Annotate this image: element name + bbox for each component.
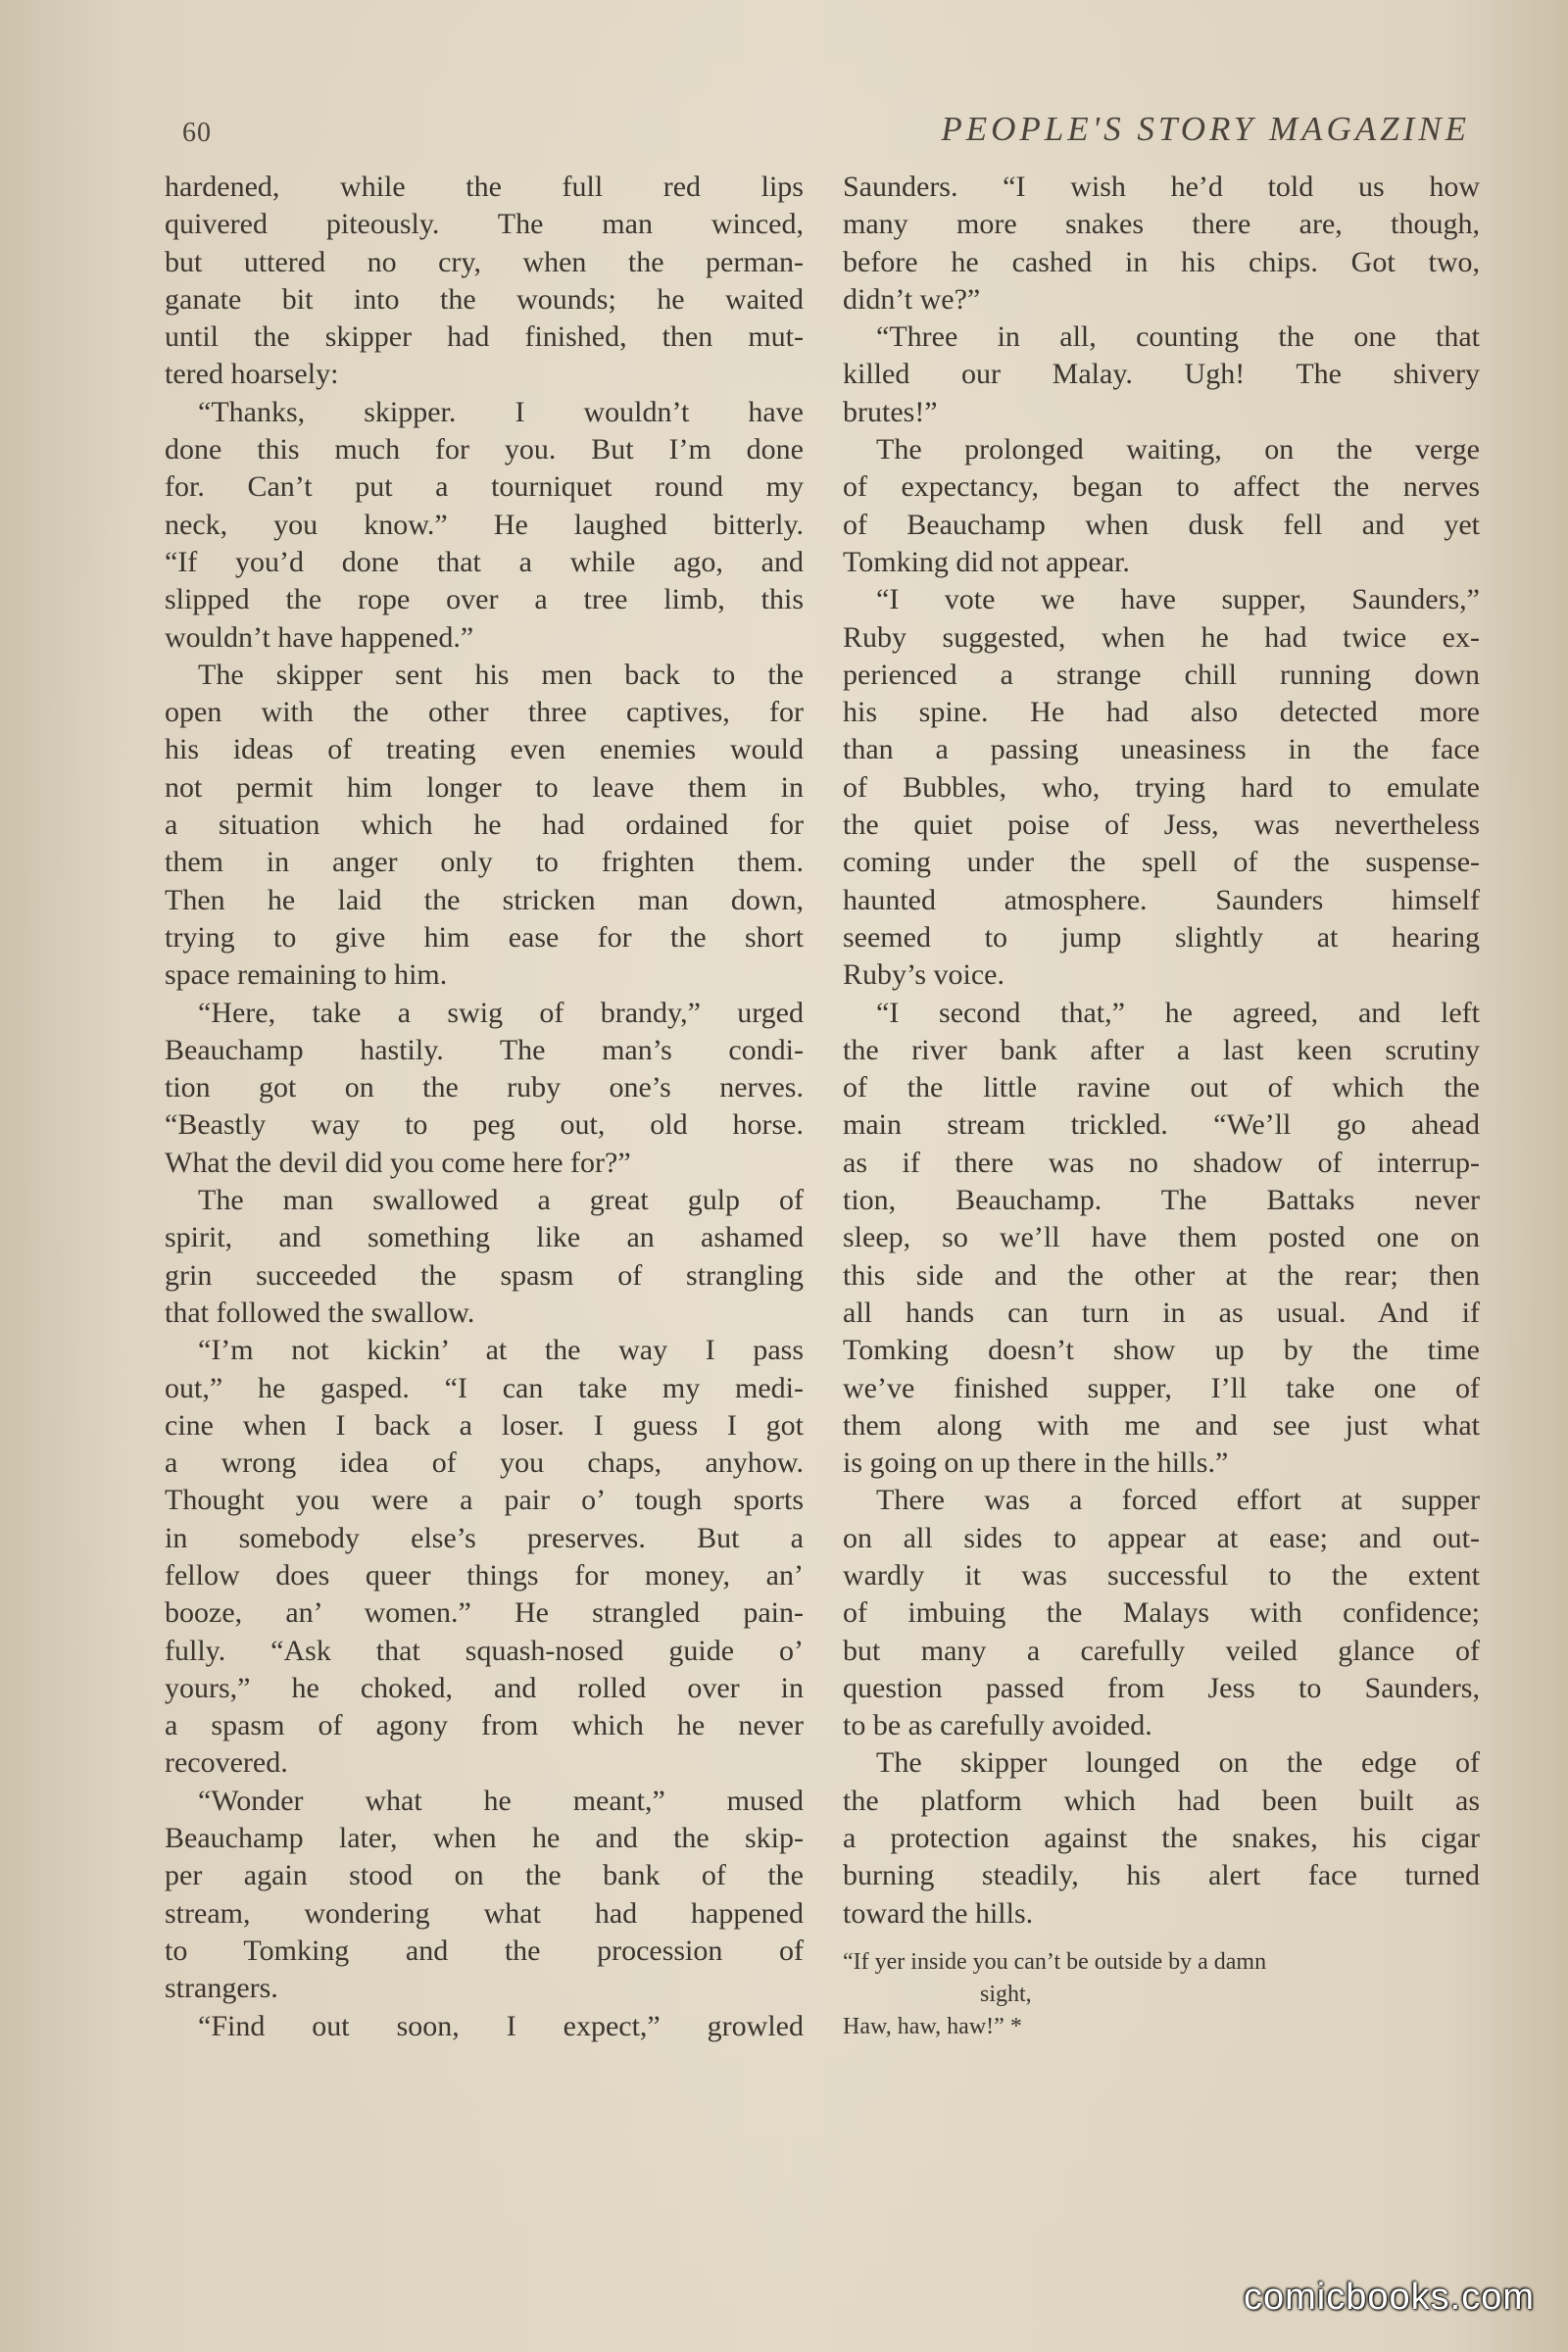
text-line: on all sides to appear at ease; and out- [843,1521,1480,1554]
text-line: The prolonged waiting, on the verge [876,433,1480,466]
text-line: “I vote we have supper, Saunders,” [876,583,1480,616]
text-line: we’ve finished supper, I’ll take one of [843,1371,1480,1404]
text-line: all hands can turn in as usual. And if [843,1296,1480,1329]
text-line: didn’t we?” [843,282,981,316]
text-line: tion got on the ruby one’s nerves. [165,1071,804,1104]
text-line: The skipper sent his men back to the [198,658,804,691]
text-line: trying to give him ease for the short [165,920,804,954]
text-line: haunted atmosphere. Saunders himself [843,883,1480,916]
text-line: neck, you know.” He laughed bitterly. [165,508,804,541]
watermark: comicbooks.com [1244,2277,1535,2318]
text-line: recovered. [165,1746,288,1780]
text-line: “If you’d done that a while ago, and [165,545,804,578]
text-line: Beauchamp hastily. The man’s condi- [165,1033,804,1066]
text-line: done this much for you. But I’m done [165,433,804,466]
text-line: space remaining to him. [165,958,448,992]
text-line: to Tomking and the procession of [165,1934,804,1967]
text-line: booze, an’ women.” He strangled pain- [165,1596,804,1630]
text-line: for. Can’t put a tourniquet round my [165,470,804,504]
text-line: quivered piteously. The man winced, [165,208,804,241]
text-line: the quiet poise of Jess, was nevertheless [843,808,1480,842]
text-line: as if there was no shadow of interrup- [843,1146,1480,1179]
text-line: of the little ravine out of which the [843,1071,1480,1104]
text-line: hardened, while the full red lips [165,171,804,203]
text-line: The man swallowed a great gulp of [198,1184,804,1217]
text-line: Ruby suggested, when he had twice ex- [843,620,1480,654]
text-line: seemed to jump slightly at hearing [843,920,1480,954]
text-line: Thought you were a pair o’ tough sports [165,1484,804,1517]
text-line: before he cashed in his chips. Got two, [843,245,1480,278]
text-line: of Bubbles, who, trying hard to emulate [843,770,1480,804]
page-number: 60 [182,118,212,148]
text-line: them along with me and see just what [843,1408,1480,1442]
text-line: cine when I back a loser. I guess I got [165,1408,804,1442]
text-line: yours,” he choked, and rolled over in [165,1671,804,1704]
text-line: this side and the other at the rear; then [843,1258,1480,1292]
text-line: wardly it was successful to the extent [843,1558,1480,1592]
text-line: “Three in all, counting the one that [876,320,1480,354]
text-line: coming under the spell of the suspense- [843,846,1480,879]
text-line: a protection against the snakes, his cigar [843,1822,1480,1855]
text-line: grin succeeded the spasm of strangling [165,1258,804,1292]
text-line: Beauchamp later, when he and the skip- [165,1822,804,1855]
text-line: “Thanks, skipper. I wouldn’t have [198,395,804,428]
text-line: the platform which had been built as [843,1784,1480,1817]
text-line: The skipper lounged on the edge of [876,1746,1480,1780]
text-line: his ideas of treating even enemies would [165,733,804,766]
text-line: out,” he gasped. “I can take my medi- [165,1371,804,1404]
text-line: brutes!” [843,395,938,428]
text-line: them in anger only to frighten them. [165,846,804,879]
text-line: killed our Malay. Ugh! The shivery [843,358,1480,391]
text-line: Ruby’s voice. [843,958,1004,992]
verse-line: “If yer inside you can’t be outside by a damn [843,1948,1267,1975]
text-line: a spasm of agony from which he never [165,1709,804,1742]
text-line: but uttered no cry, when the perman- [165,245,804,278]
text-line: perienced a strange chill running down [843,658,1480,691]
text-line: wouldn’t have happened.” [165,620,474,654]
text-line: fellow does queer things for money, an’ [165,1558,804,1592]
text-line: sleep, so we’ll have them posted one on [843,1221,1480,1254]
text-line: of expectancy, began to affect the nerves [843,470,1480,504]
text-line: Then he laid the stricken man down, [165,883,804,916]
text-line: Tomking doesn’t show up by the time [843,1334,1480,1367]
text-line: per again stood on the bank of the [165,1859,804,1892]
text-line: question passed from Jess to Saunders, [843,1671,1480,1704]
text-line: Tomking did not appear. [843,545,1130,578]
text-line: “Find out soon, I expect,” growled [198,2009,804,2042]
right-text-column [843,169,1480,2043]
text-line: “Here, take a swig of brandy,” urged [198,996,804,1029]
text-line: tion, Beauchamp. The Battaks never [843,1184,1480,1217]
text-line: until the skipper had finished, then mut- [165,320,804,354]
text-line: that followed the swallow. [165,1296,475,1329]
verse-line: Haw, haw, haw!” * [843,2013,1022,2039]
text-line: is going on up there in the hills.” [843,1446,1229,1480]
text-line: strangers. [165,1972,278,2005]
text-line: a situation which he had ordained for [165,808,804,842]
text-line: of Beauchamp when dusk fell and yet [843,508,1480,541]
text-line: tered hoarsely: [165,358,339,391]
text-line: burning steadily, his alert face turned [843,1859,1480,1892]
text-line: than a passing uneasiness in the face [843,733,1480,766]
text-line: fully. “Ask that squash-nosed guide o’ [165,1634,804,1667]
left-text-column [165,169,804,2045]
text-line: to be as carefully avoided. [843,1709,1152,1742]
text-line: main stream trickled. “We’ll go ahead [843,1108,1480,1142]
text-line: There was a forced effort at supper [876,1484,1480,1517]
text-line: What the devil did you come here for?” [165,1146,631,1179]
text-line: in somebody else’s preserves. But a [165,1521,804,1554]
text-line: stream, wondering what had happened [165,1896,804,1930]
text-line: “Wonder what he meant,” mused [198,1784,804,1817]
text-line: but many a carefully veiled glance of [843,1634,1480,1667]
text-line: spirit, and something like an ashamed [165,1221,804,1254]
running-title: PEOPLE'S STORY MAGAZINE [941,110,1470,148]
text-line: of imbuing the Malays with confidence; [843,1596,1480,1630]
text-line: many more snakes there are, though, [843,208,1480,241]
text-line: “Beastly way to peg out, old horse. [165,1108,804,1142]
text-line: toward the hills. [843,1896,1034,1930]
text-line: “I’m not kickin’ at the way I pass [198,1334,804,1367]
text-line: Saunders. “I wish he’d told us how [843,171,1480,203]
text-line: “I second that,” he agreed, and left [876,996,1480,1029]
text-line: his spine. He had also detected more [843,696,1480,729]
verse-line: sight, [980,1981,1032,2007]
text-line: slipped the rope over a tree limb, this [165,583,804,616]
text-line: not permit him longer to leave them in [165,770,804,804]
text-line: the river bank after a last keen scrutiny [843,1033,1480,1066]
text-line: open with the other three captives, for [165,696,804,729]
text-line: ganate bit into the wounds; he waited [165,282,804,316]
text-line: a wrong idea of you chaps, anyhow. [165,1446,804,1480]
